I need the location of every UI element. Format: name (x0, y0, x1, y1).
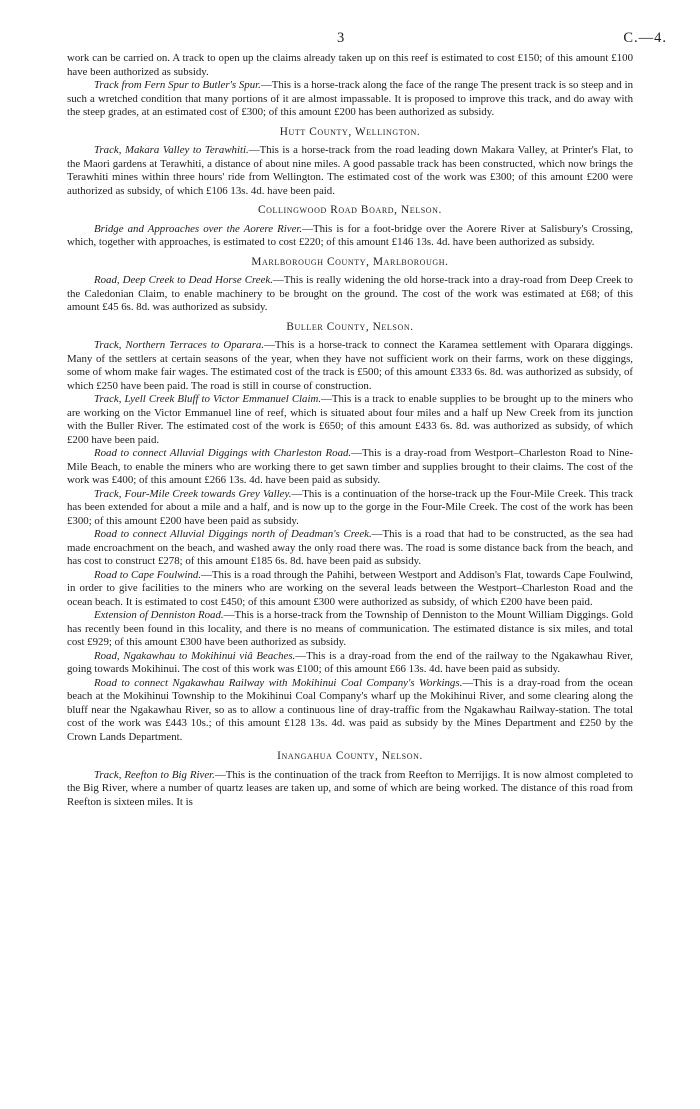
paragraph-text: —This is for a foot-bridge over the Aorere River at Salisbury's Crossing, which, together with approaches, is estimated to cost £220; of this amount £146 13s. 4d. have been authorized as subsidy. (67, 222, 633, 248)
paragraph-title: Track, Lyell Creek Bluff to Victor Emmanuel Claim. (94, 393, 322, 405)
paragraph-title: Track, Northern Terraces to Oparara. (94, 339, 265, 351)
paragraph-title: Bridge and Approaches over the Aorere River. (94, 222, 303, 235)
paragraph-text: —This is a horse-track to connect the Karamea settlement with Oparara diggings. Many of the settlers at certain seasons of the year, when they have not sufficient work on their farms, work on these diggings, some of whom make fair wages. The estimated cost of the track is £500; of this amount £333 6s. 8d. was authorized as subsidy, of which £250 have been paid. The road is still in course of construction. (67, 339, 633, 392)
paragraph-title: Track from Fern Spur to Butler's Spur. (94, 79, 261, 91)
paragraph-text: —This is the continuation of the track from Reefton to Merrijigs. It is now almost completed to the Big River, where a number of quartz leases are taken up, and some of which are being worked. The distance of this road from Reefton is sixteen miles. It is (67, 768, 634, 808)
paragraph (67, 677, 633, 745)
paragraph-text: —This is a track to enable supplies to be brought up to the miners who are working on the Victor Emmanuel line of reef, which is situated about four miles and a half up New Creek from its junction with the Buller River. The estimated cost of the work is £650; of this amount £433 6s. 8d. was authorized as subsidy, of which £200 have been paid. (67, 393, 634, 446)
paragraph (67, 528, 633, 569)
paragraph (67, 52, 633, 79)
paragraph-title: Track, Makara Valley to Terawhiti. (94, 144, 249, 156)
paragraph-title: Road to connect Ngakawhau Railway with Mokihinui Coal Company's Workings. (94, 676, 463, 689)
paragraph-text: —This is a road through the Pahihi, between Westport and Addison's Flat, towards Cape Foulwind, in order to give facilities to the miners who are working on the several leads between the Westport–Charleston Road and the ocean beach. It is estimated to cost £450; of this amount £300 were authorized as subsidy, of which £200 have been paid. (67, 568, 633, 608)
paragraph-text: work can be carried on. A track to open up the claims already taken up on this reef is estimated to cost £150; of this amount £100 have been authorized as subsidy. (67, 52, 633, 78)
paragraph-text: —This is a dray-road from Westport–Charleston Road to Nine-Mile Beach, to enable the miners who are working there to get sawn timber and supplies brought to their claims. The cost of the work was £400; of this amount £266 13s. 4d. have been paid as subsidy. (67, 447, 633, 486)
paragraph-title: Extension of Denniston Road. (94, 609, 224, 621)
section-heading: Buller County, Nelson. (286, 320, 414, 333)
document-page (67, 30, 667, 809)
paragraph (67, 609, 633, 650)
section-heading: Collingwood Road Board, Nelson. (258, 204, 442, 216)
document-reference: C.—4. (623, 30, 667, 46)
paragraph-title: Road to connect Alluvial Diggings with Charleston Road. (94, 447, 352, 459)
page-header (67, 30, 667, 52)
section-heading: Inangahua County, Nelson. (277, 750, 423, 762)
paragraph-title: Track, Reefton to Big River. (94, 768, 215, 781)
paragraph (67, 650, 633, 677)
page-number: 3 (337, 30, 345, 46)
paragraph (67, 569, 633, 610)
paragraph-title: Road, Ngakawhau to Mokihinui viâ Beaches. (94, 649, 296, 662)
paragraph (67, 769, 633, 810)
paragraph-text: —This is a dray-road from the end of the railway to the Ngakawhau River, going towards Mokihinui. The cost of this work was £100; of this amount £66 13s. 4d. have been paid as subsidy. (67, 649, 633, 675)
paragraph (67, 488, 633, 529)
paragraph-title: Road to Cape Foulwind. (94, 568, 202, 581)
paragraph-title: Road, Deep Creek to Dead Horse Creek. (94, 274, 273, 286)
paragraph-text: —This is a dray-road from the ocean beach at the Mokihinui Township to the Mokihinui Coal Company's wharf up the Mokihinui River, and some clearing along the bluff near the Ngakawhau River, so as to allow a continuous line of dray-traffic from the Ngakawhau Railway-station. The total cost of the work was £443 10s.; of this amount £128 13s. 4d. was paid as subsidy by the Mines Department and £250 by the Crown Lands Department. (67, 676, 633, 743)
paragraph-text: —This is a road that had to be constructed, as the sea had made encroachment on the beach, and washed away the only road there was. The road is some distance back from the beach, and has cost to construct £278; of this amount £185 6s. 8d. have been paid as subsidy. (67, 528, 634, 567)
paragraph (67, 79, 633, 120)
paragraph-text: —This is really widening the old horse-track into a dray-road from Deep Creek to the Caledonian Claim, to enable machinery to be brought on the ground. The cost of the work was estimated at £68; of this amount £45 6s. 8d. was authorized as subsidy. (67, 274, 633, 313)
paragraph-text: —This is a continuation of the horse-track up the Four-Mile Creek. This track has been extended for about a mile and a half, and is now up to the gorge in the Four-Mile Creek. The cost of the work has been £300; of this amount £200 have been paid as subsidy. (67, 487, 634, 527)
paragraph (67, 393, 633, 447)
paragraph-title: Track, Four-Mile Creek towards Grey Valley. (94, 487, 292, 500)
document-body (67, 52, 633, 809)
paragraph-text: —This is a horse-track from the road leading down Makara Valley, at Printer's Flat, to the Maori gardens at Terawhiti, a distance of about nine miles. A good passable track has been constructed, which now brings the Terawhiti mines within three hours' ride from Wellington. The estimated cost of the work was £300; of this amount £200 were authorized as subsidy, of which £106 13s. 4d. have been paid. (67, 144, 633, 197)
section-heading: Hutt County, Wellington. (279, 125, 421, 138)
paragraph (67, 144, 633, 198)
paragraph-title: Road to connect Alluvial Diggings north of Deadman's Creek. (94, 528, 372, 540)
paragraph (67, 274, 633, 315)
paragraph-text: —This is a horse-track along the face of the range The present track is so steep and in such a wretched condition that many portions of it are almost impassable. It is proposed to improve this track, and do away with the steep grades, at an estimated cost of £300; of this amount £200 has been authorized as subsidy. (67, 79, 634, 118)
paragraph-text: —This is a horse-track from the Township of Denniston to the Mount William Diggings. Gold has recently been found in this locality, and there is no means of communication. The estimated distance is six miles, and total cost £929; of this amount £300 have been authorized as subsidy. (67, 609, 633, 648)
paragraph (67, 223, 633, 250)
section-heading: Marlborough County, Marlborough. (251, 255, 449, 268)
paragraph (67, 339, 633, 393)
paragraph (67, 447, 633, 488)
